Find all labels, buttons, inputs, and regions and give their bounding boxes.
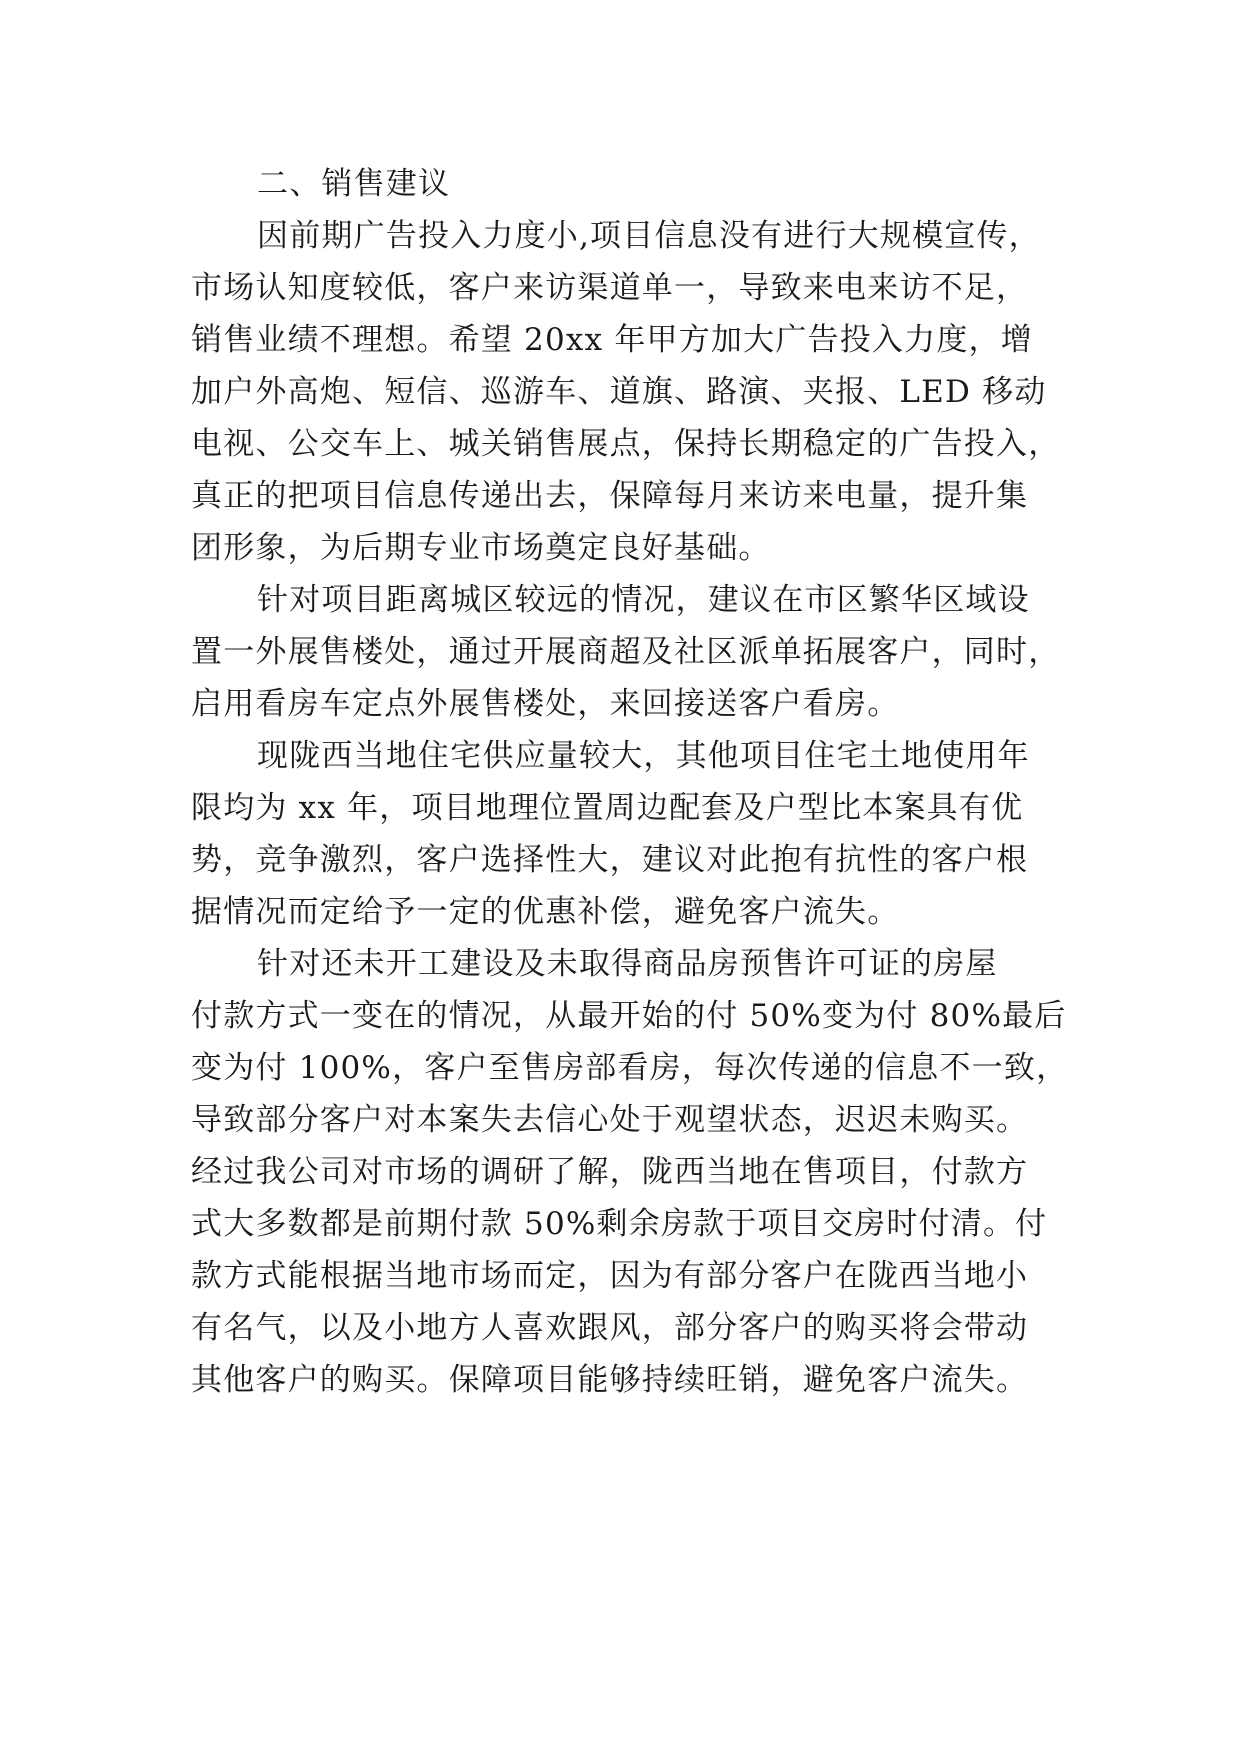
text-line: 导致部分客户对本案失去信心处于观望状态，迟迟未购买。: [191, 1102, 1029, 1138]
text-line: 款方式能根据当地市场而定，因为有部分客户在陇西当地小: [191, 1258, 1029, 1294]
text-line: 经过我公司对市场的调研了解，陇西当地在售项目，付款方: [191, 1154, 1029, 1190]
paragraph-competition: [191, 730, 1071, 938]
paragraph-sales-office: [191, 574, 1071, 730]
text-line: 现陇西当地住宅供应量较大，其他项目住宅土地使用年: [257, 738, 1030, 774]
text-line: 加户外高炮、短信、巡游车、道旗、路演、夹报、LED 移动: [191, 374, 1047, 410]
text-line: 因前期广告投入力度小,项目信息没有进行大规模宣传，: [257, 218, 1041, 254]
text-line: 真正的把项目信息传递出去，保障每月来访来电量，提升集: [191, 478, 1029, 514]
text-line: 势，竞争激烈，客户选择性大，建议对此抱有抗性的客户根: [191, 842, 1029, 878]
text-line: 其他客户的购买。保障项目能够持续旺销，避免客户流失。: [191, 1362, 1029, 1398]
text-line: 针对项目距离城区较远的情况，建议在市区繁华区域设: [257, 582, 1030, 618]
text-line: 销售业绩不理想。希望 20xx 年甲方加大广告投入力度，增: [191, 322, 1033, 358]
text-line: 限均为 xx 年，项目地理位置周边配套及户型比本案具有优: [191, 790, 1024, 826]
text-line: 据情况而定给予一定的优惠补偿，避免客户流失。: [191, 894, 900, 930]
paragraph-advertising: [191, 210, 1071, 574]
text-line: 变为付 100%，客户至售房部看房，每次传递的信息不一致，: [191, 1050, 1069, 1086]
text-line: 置一外展售楼处，通过开展商超及社区派单拓展客户，同时，: [191, 634, 1061, 670]
text-line: 市场认知度较低，客户来访渠道单一，导致来电来访不足，: [191, 270, 1029, 306]
text-line: 启用看房车定点外展售楼处，来回接送客户看房。: [191, 686, 900, 722]
text-line: 电视、公交车上、城关销售展点，保持长期稳定的广告投入，: [191, 426, 1061, 462]
section-heading: 二、销售建议: [257, 166, 451, 202]
paragraph-payment: [191, 938, 1071, 1406]
text-line: 式大多数都是前期付款 50%剩余房款于项目交房时付清。付: [191, 1206, 1048, 1242]
text-line: 付款方式一变在的情况，从最开始的付 50%变为付 80%最后: [191, 998, 1067, 1034]
text-line: 针对还未开工建设及未取得商品房预售许可证的房屋: [257, 946, 998, 982]
text-line: 有名气，以及小地方人喜欢跟风，部分客户的购买将会带动: [191, 1310, 1029, 1346]
text-line: 团形象，为后期专业市场奠定良好基础。: [191, 530, 771, 566]
document-body: [191, 158, 1071, 1406]
